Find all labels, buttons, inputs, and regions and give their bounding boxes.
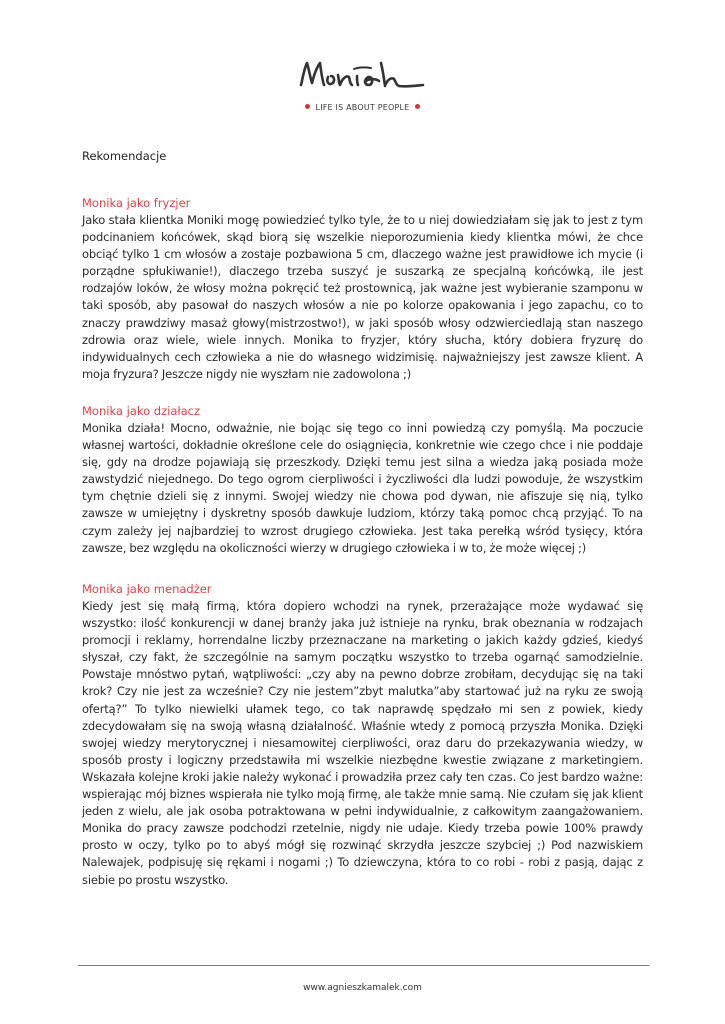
bullet-dot-icon [415,104,420,109]
bullet-dot-icon [305,104,310,109]
section-dzialacz [82,403,643,557]
section-menadzer [82,581,643,889]
tagline-text: LIFE IS ABOUT PEOPLE [315,103,410,112]
section-fryzjer [82,195,643,383]
section-heading: Monika jako fryzjer [82,196,191,210]
section-body: Jako stała klientka Moniki mogę powiedzieć tylko tyle, że to u niej dowiedziałam się jak to jest z tym podcinaniem końcówek, skąd biorą się wszelkie nieporozumienia kiedy klientka mówi, że chce obciąć tylko 1 cm włosów a zostaje pozbawiona 5 cm, dlaczego ważne jest prawidłowe ich mycie (i porządne spłukiwanie!), dlaczego trzeba suszyć je suszarką ze specjalną końcówką, ile jest rodzajów loków, że włosy można pokręcić też prostownicą, jak ważne jest wybieranie szamponu w taki sposób, aby pasował do naszych włosów a nie po kolorze opakowania i jego zapachu, co to znaczy prawdziwy masaż głowy(mistrzostwo!), w jaki sposób włosy odzwierciedlają stan naszego zdrowia oraz wiele, wiele innych. Monika to fryzjer, który słucha, który dobiera fryzurę do indywidualnych cech człowieka a nie do własnego widzimisię. najważniejszy jest zawsze klient. A moja fryzura? Jeszcze nigdy nie wyszłam nie zadowolona ;) [82,213,643,381]
tagline [0,103,725,112]
section-body: Monika działa! Mocno, odważnie, nie bojąc się tego co inni powiedzą czy pomyślą. Ma poczucie własnej wartości, dokładnie określone cele do osiągnięcia, konkretnie wie czego chce i nie poddaje się, gdy na drodze pojawiają się przeszkody. Dzięki temu jest silna a wiedza jaką posiada może zawstydzić niejednego. Do tego ogrom cierpliwości i życzliwości dla ludzi powoduje, że wszystkim tym chętnie dzieli się z innymi. Swojej wiedzy nie chowa pod dywan, nie afiszuje się nią, tylko zawsze w umiejętny i dyskretny sposób dawkuje ludziom, którzy taką pomoc chcą przyjąć. To na czym zależy jej najbardziej to wzrost drugiego człowieka. Jest taka perełką wśród tysięcy, która zawsze, bez względu na okoliczności wierzy w drugiego człowieka i w to, że może więcej ;) [82,421,643,555]
footer-divider [78,965,649,966]
document-title: Rekomendacje [82,149,167,163]
section-heading: Monika jako działacz [82,404,201,418]
section-body: Kiedy jest się małą firmą, która dopiero wchodzi na rynek, przerażające może wydawać się wszystko: ilość konkurencji w danej branży jaka już istnieje na rynku, brak obeznania w rodzajach promocji i reklamy, horrendalne liczby przeznaczane na marketing o jakich każdy gdzieś, kiedyś słyszał, czy fakt, że szczególnie na samym początku wszystko to trzeba ogarnąć samodzielnie. Powstaje mnóstwo pytań, wątpliwości: „czy aby na pewno dobrze zrobiłam, decydując się na taki krok? Czy nie jest za wcześnie? Czy nie jestem”zbyt malutka”aby startować już na ryku ze swoją ofertą?” To tylko niewielki ułamek tego, co tak naprawdę spędzało mi sen z powiek, kiedy zdecydowałam się na swoją własną działalność. Właśnie wtedy z pomocą przyszła Monika. Dzięki swojej wiedzy merytorycznej i niesamowitej cierpliwości, oraz daru do przekazywania wiedzy, w sposób prosty i logiczny przedstawiła mi wszelkie niezbędne kwestie związane z marketingiem. Wskazała kolejne kroki jakie należy wykonać i prowadziła przez cały ten czas. Co jest bardzo ważne: wspierając mój biznes wspierała nie tylko moją firmę, ale także mnie samą. Nie czułam się jak klient jeden z wielu, ale jak osoba potraktowana w pełni indywidualnie, z całkowitym zaangażowaniem. Monika do pracy zawsze podchodzi rzetelnie, nigdy nie udaje. Kiedy trzeba powie 100% prawdy prosto w oczy, tylko po to abyś mógł się rozwinąć skrzydła jeszcze szybciej ;) Pod nazwiskiem Nalewajek, podpisuję się rękami i nogami ;) To dziewczyna, która to co robi - robi z pasją, dając z siebie po prostu wszystko. [82,599,643,887]
section-heading: Monika jako menadżer [82,582,212,596]
monika-signature-logo [295,55,430,100]
footer-url[interactable]: www.agnieszkamalek.com [303,983,422,993]
